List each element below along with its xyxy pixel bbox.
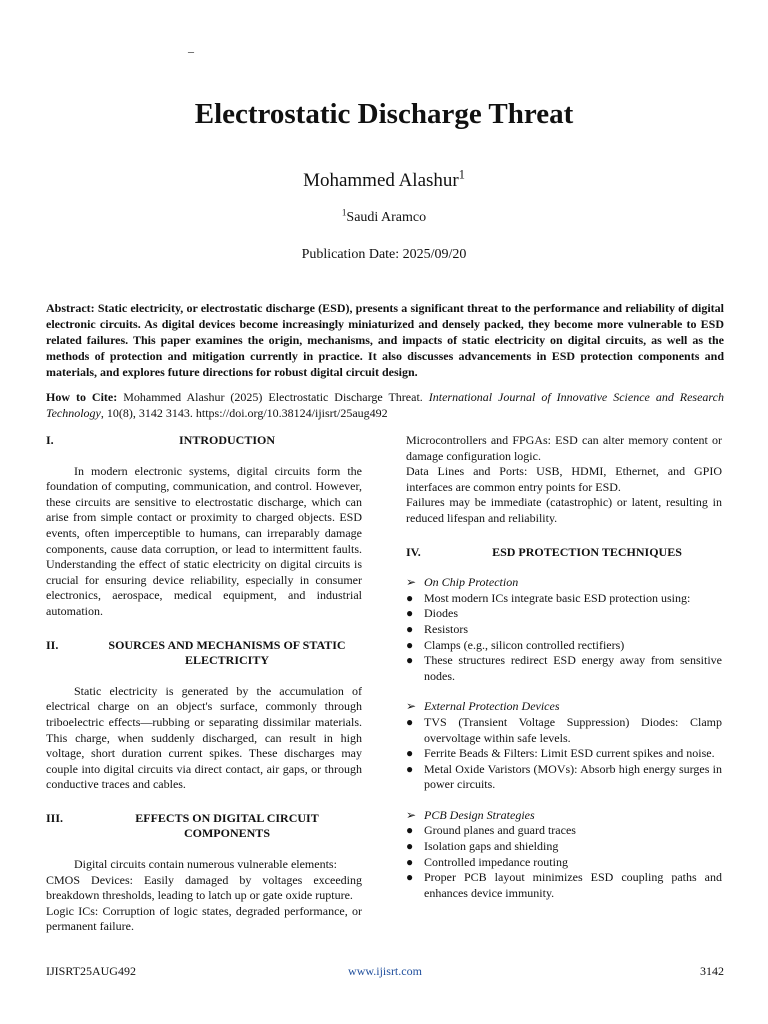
- cite-text-2: , 10(8), 3142 3143. https://doi.org/10.38124/ijisrt/25aug492: [100, 406, 388, 420]
- section-number: II.: [46, 637, 59, 652]
- bullet-icon: ●: [406, 606, 414, 621]
- bullet-icon: ●: [406, 854, 414, 869]
- bullet-icon: ●: [406, 823, 414, 838]
- section-title: EFFECTS ON DIGITAL CIRCUIT COMPONENTS: [135, 810, 319, 841]
- section-number: III.: [46, 810, 64, 825]
- sources-paragraph: Static electricity is generated by the accumulation of electrical charge on an object's surface, commonly through triboelectric effects—rubbing or separating dissimilar materials. This charge, when suddenly discharged, can result in high voltage, short duration current spikes. These discharges may couple into digital circuits via direct contact, air gaps, or through conductive traces and cables.: [46, 683, 362, 792]
- arrow-icon: ➢: [406, 575, 417, 590]
- list-item: ● Most modern ICs integrate basic ESD protection using:: [406, 590, 691, 605]
- section-number: IV.: [406, 544, 421, 559]
- list-item: ● Resistors: [406, 621, 469, 636]
- list-item: ● TVS (Transient Voltage Suppression) Diodes: Clamp overvoltage within safe levels.: [406, 714, 722, 745]
- arrow-icon: ➢: [406, 807, 417, 822]
- section-heading-sources: [46, 638, 362, 669]
- affiliation-name: Saudi Aramco: [346, 210, 427, 225]
- subsection-on-chip: [406, 575, 722, 591]
- footer-paper-id: IJISRT25AUG492: [46, 964, 136, 978]
- on-chip-list: [406, 591, 722, 685]
- arrow-icon: ➢: [406, 699, 417, 714]
- pcb-list: [406, 823, 722, 901]
- footer-website-link[interactable]: www.ijisrt.com: [348, 964, 422, 978]
- subsection-title: On Chip Protection: [424, 575, 519, 590]
- author-line: [0, 167, 768, 192]
- bullet-icon: ●: [406, 870, 414, 885]
- effects-line-logic: Logic ICs: Corruption of logic states, degraded performance, or permanent failure.: [46, 903, 362, 934]
- cite-journal: International Journal of Innovative Science and Research Technology: [46, 390, 724, 420]
- list-item: ● Diodes: [406, 606, 458, 621]
- cite-label: How to Cite:: [46, 390, 118, 404]
- list-item: ● Ferrite Beads & Filters: Limit ESD current spikes and noise.: [406, 746, 715, 761]
- abstract: Abstract: Static electricity, or electrostatic discharge (ESD), presents a significant threat to the performance and reliability of digital electronic circuits. As digital devices become increasingly miniaturized and densely packed, they become more vulnerable to ESD related failures. This paper examines the origin, mechanisms, and impacts of static electricity on digital circuits, as well as the methods of protection and mitigation currently in practice. It also discusses advancements in ESD protection components and materials, and explores future directions for robust digital circuit design.: [46, 301, 724, 379]
- author-name: Mohammed Alashur: [303, 170, 459, 191]
- page-number: 3142: [700, 964, 724, 978]
- how-to-cite: [46, 389, 724, 421]
- effects-line-mcu: Microcontrollers and FPGAs: ESD can alter memory content or damage configuration logic.: [406, 433, 722, 463]
- list-item: ● These structures redirect ESD energy away from sensitive nodes.: [406, 653, 722, 683]
- section-heading-effects: [46, 811, 362, 842]
- section-title: INTRODUCTION: [178, 433, 275, 447]
- subsection-title: External Protection Devices: [424, 699, 560, 714]
- list-item: ● Metal Oxide Varistors (MOVs): Absorb high energy surges in power circuits.: [406, 761, 722, 792]
- section-heading-protection: [406, 545, 722, 561]
- bullet-icon: ●: [406, 839, 414, 854]
- left-column: [46, 433, 362, 935]
- external-list: [406, 715, 722, 793]
- introduction-paragraph: In modern electronic systems, digital circuits form the foundation of computing, communication, and control. However, these circuits are sensitive to electrostatic discharge, which can arise from simple contact or proximity to charged objects. ESD events, often imperceptible to humans, can irreparably damage components, cause data corruption, or lead to intermittent faults. Understanding the effect of static electricity on digital circuits is crucial for ensuring device reliability, especially in consumer electronics, aerospace, medical equipment, and industrial automation.: [46, 463, 362, 618]
- bullet-icon: ●: [406, 621, 414, 636]
- bullet-icon: ●: [406, 714, 414, 729]
- affiliation-sup: 1: [341, 207, 347, 218]
- subsection-title: PCB Design Strategies: [424, 807, 535, 822]
- section-number: I.: [46, 433, 54, 447]
- list-item: ● Clamps (e.g., silicon controlled rectifiers): [406, 637, 625, 652]
- effects-line-ports: Data Lines and Ports: USB, HDMI, Ethernet, and GPIO interfaces are common entry points for ESD.: [406, 464, 722, 494]
- effects-line-cmos: CMOS Devices: Easily damaged by voltages exceeding breakdown thresholds, leading to latch up or gate oxide rupture.: [46, 872, 362, 903]
- header-mark: –: [188, 44, 194, 58]
- publication-date: Publication Date: 2025/09/20: [301, 247, 467, 262]
- section-title: ESD PROTECTION TECHNIQUES: [492, 544, 682, 559]
- bullet-icon: ●: [406, 653, 414, 668]
- bullet-icon: ●: [406, 761, 414, 776]
- subsection-pcb: [406, 808, 722, 824]
- list-item: ● Controlled impedance routing: [406, 854, 568, 869]
- list-item: ● Ground planes and guard traces: [406, 823, 576, 838]
- effects-line-failures: Failures may be immediate (catastrophic) or latent, resulting in reduced lifespan and reliability.: [406, 495, 722, 525]
- cite-text-1: Mohammed Alashur (2025) Electrostatic Discharge Threat.: [117, 390, 429, 404]
- paper-title: Electrostatic Discharge Threat: [194, 98, 574, 130]
- list-item: ● Proper PCB layout minimizes ESD coupling paths and enhances device immunity.: [406, 870, 722, 900]
- bullet-icon: ●: [406, 746, 414, 761]
- section-heading-introduction: [46, 433, 362, 449]
- author-sup: 1: [458, 167, 465, 182]
- section-title: SOURCES AND MECHANISMS OF STATIC ELECTRICITY: [108, 637, 346, 668]
- list-item: ● Isolation gaps and shielding: [406, 839, 559, 854]
- bullet-icon: ●: [406, 590, 414, 605]
- right-column: [406, 433, 722, 901]
- subsection-external: [406, 699, 722, 715]
- bullet-icon: ●: [406, 637, 414, 652]
- affiliation-line: [0, 207, 768, 226]
- effects-intro: Digital circuits contain numerous vulnerable elements:: [74, 857, 337, 872]
